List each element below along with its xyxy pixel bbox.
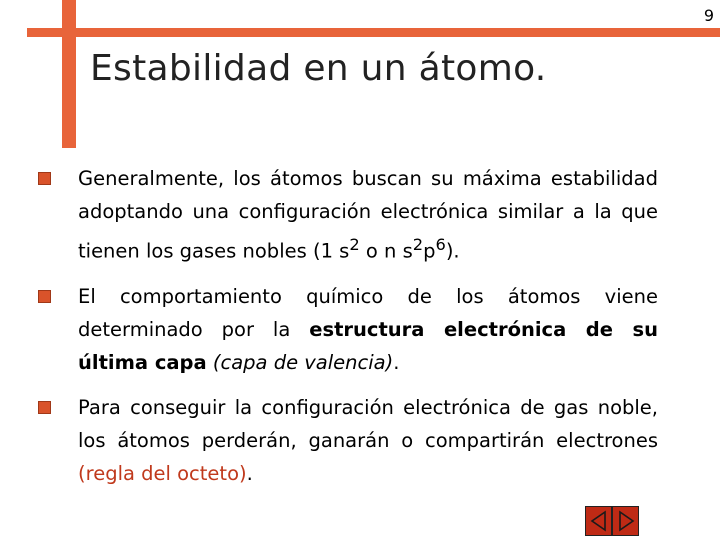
decorative-vertical-bar — [62, 0, 76, 148]
bullet-item — [38, 280, 658, 379]
bullet-text — [78, 162, 658, 268]
bullet-text-segment: o n s — [359, 239, 413, 263]
navigation-controls — [585, 506, 639, 536]
bullet-text-segment: . — [393, 350, 400, 374]
superscript: 2 — [349, 235, 360, 254]
back-arrow-icon — [589, 510, 609, 532]
bullet-text-segment: Para conseguir la configuración electrónica de gas noble, los átomos perderán, ganarán o compartirán electrones — [78, 395, 658, 452]
bullet-square-icon — [38, 401, 51, 414]
previous-slide-button[interactable] — [585, 506, 612, 536]
bullet-text — [78, 280, 658, 379]
superscript: 2 — [412, 235, 424, 254]
bullet-text-segment: Generalmente, los átomos buscan su máxima estabilidad adoptando una configuración electrónica similar a la que tienen los gases nobles (1 s — [78, 167, 658, 263]
forward-arrow-icon — [616, 510, 636, 532]
next-slide-button[interactable] — [612, 506, 639, 536]
highlighted-term: (regla del octeto) — [78, 461, 247, 485]
bold-term: estructura electrónica de su última capa — [78, 317, 658, 374]
bullet-square-icon — [38, 172, 51, 185]
bullet-item — [38, 391, 658, 490]
superscript: 6 — [435, 235, 446, 254]
italic-term: (capa de valencia) — [212, 350, 394, 374]
bullet-text-segment: El comportamiento químico de los átomos viene determinado por la — [78, 284, 658, 341]
bullet-text — [78, 391, 658, 490]
bullet-text-segment: p — [423, 239, 436, 263]
bullet-square-icon — [38, 290, 51, 303]
bullet-list — [38, 162, 658, 502]
slide-title: Estabilidad en un átomo. — [90, 48, 547, 89]
page-number: 9 — [703, 6, 714, 25]
bullet-item — [38, 162, 658, 268]
bullet-text-segment: ). — [445, 239, 460, 263]
bullet-text-segment: . — [246, 461, 253, 485]
decorative-horizontal-bar — [27, 28, 720, 37]
